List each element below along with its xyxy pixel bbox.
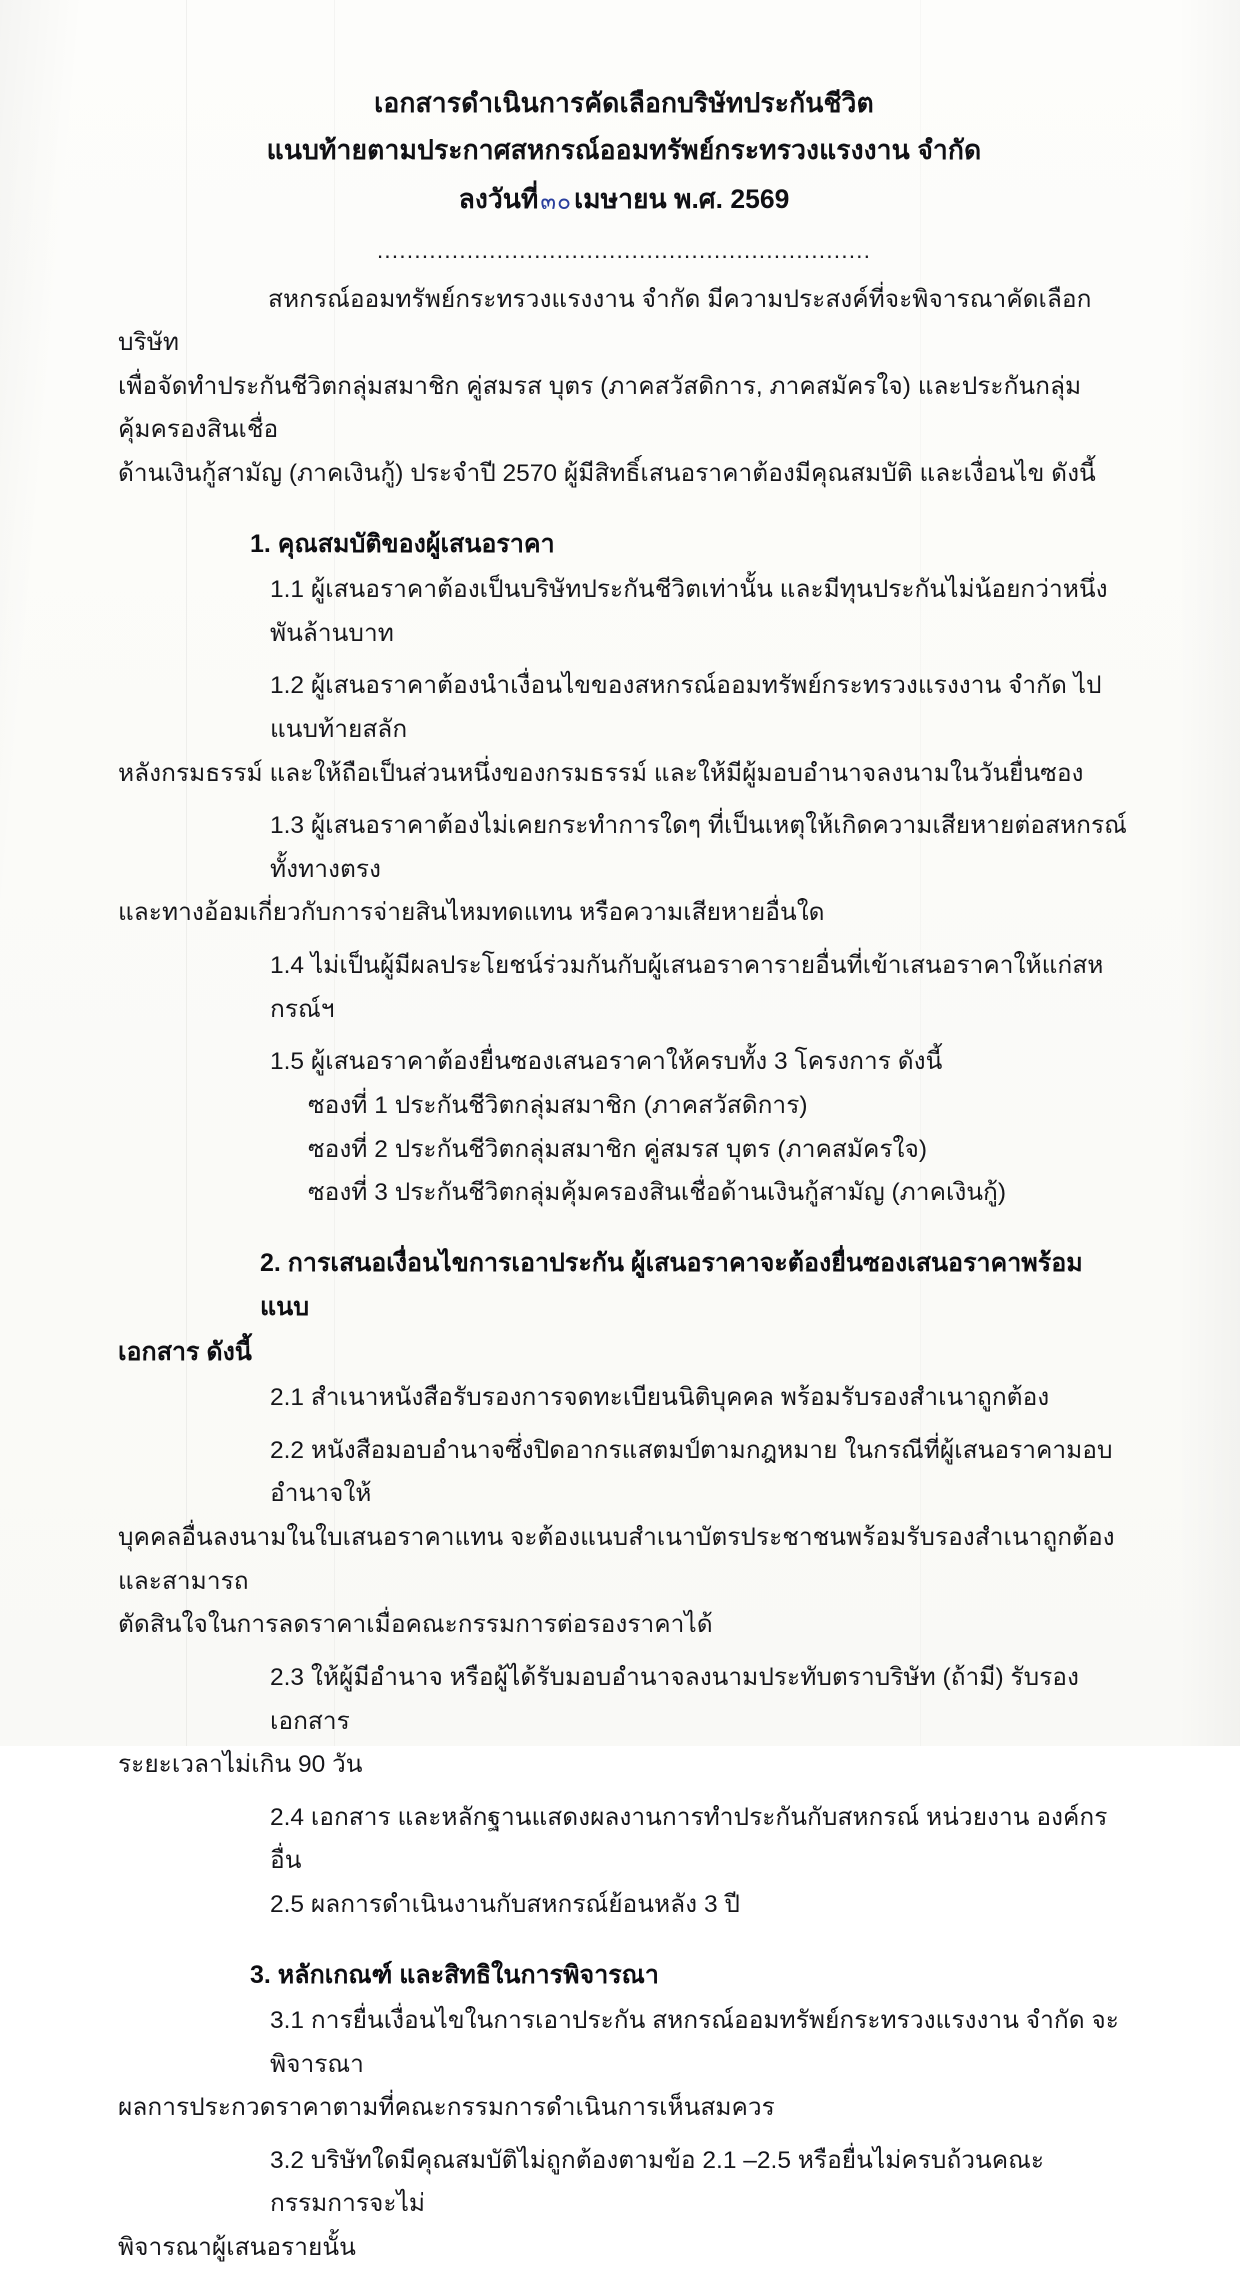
- item-2-1: 2.1 สำเนาหนังสือรับรองการจดทะเบียนนิติบุคคล พร้อมรับรองสำเนาถูกต้อง: [270, 1384, 1050, 1412]
- item-3-2: [118, 2139, 1130, 2270]
- spacer: [118, 1647, 1130, 1656]
- item-1-4: 1.4 ไม่เป็นผู้มีผลประโยชน์ร่วมกันกับผู้เสนอราคารายอื่นที่เข้าเสนอราคาให้แก่สหกรณ์ฯ: [270, 952, 1104, 1023]
- spacer: [118, 1787, 1130, 1796]
- item-3-1-line-2: ผลการประกวดราคาตามที่คณะกรรมการดำเนินการเห็นสมควร: [118, 2094, 775, 2122]
- spacer: [118, 795, 1130, 804]
- date-suffix: เมษายน พ.ศ. 2569: [574, 184, 790, 215]
- section-heading-2-line-1: 2. การเสนอเงื่อนไขการเอาประกัน ผู้เสนอราคาจะต้องยื่นซองเสนอราคาพร้อมแนบ: [260, 1248, 1083, 1322]
- item-2-2-line-3: ตัดสินใจในการลดราคาเมื่อคณะกรรมการต่อรองราคาได้: [118, 1611, 713, 1639]
- section-heading-2-line-2: เอกสาร ดังนี้: [118, 1337, 252, 1366]
- spacer: [118, 1031, 1130, 1040]
- item-1-3-line-2: และทางอ้อมเกี่ยวกับการจ่ายสินไหมทดแทน หรือความเสียหายอื่นใด: [118, 899, 825, 927]
- section-heading-2: [118, 1241, 1130, 1375]
- document-title-block: [118, 80, 1130, 225]
- item-2-2-line-1: 2.2 หนังสือมอบอำนาจซึ่งปิดอากรแสตมป์ตามกฎหมาย ในกรณีที่ผู้เสนอราคามอบอำนาจให้: [270, 1436, 1113, 1508]
- item-1-5-envelope-2: ซองที่ 2 ประกันชีวิตกลุ่มสมาชิก คู่สมรส บุตร (ภาคสมัครใจ): [308, 1135, 927, 1163]
- item-1-2: [118, 664, 1130, 795]
- item-1-5: 1.5 ผู้เสนอราคาต้องยื่นซองเสนอราคาให้ครบทั้ง 3 โครงการ ดังนี้: [270, 1048, 943, 1076]
- item-1-3: [118, 804, 1130, 935]
- handwritten-day-annotation: ๓๐: [540, 189, 573, 216]
- section-heading-1: 1. คุณสมบัติของผู้เสนอราคา: [250, 529, 555, 558]
- dotted-divider: ..................................................................: [376, 236, 872, 263]
- spacer: [118, 1420, 1130, 1429]
- spacer: [118, 2130, 1130, 2139]
- item-3-1: [118, 1999, 1130, 2130]
- intro-paragraph-line-2: เพื่อจัดทำประกันชีวิตกลุ่มสมาชิก คู่สมรส บุตร (ภาคสวัสดิการ, ภาคสมัครใจ) และประกันกลุ่มคุ้มครองสินเชื่อ: [118, 372, 1082, 444]
- item-1-2-line-2: หลังกรมธรรม์ และให้ถือเป็นส่วนหนึ่งของกรมธรรม์ และให้มีผู้มอบอำนาจลงนามในวันยื่นซอง: [118, 759, 1084, 787]
- item-1-1: 1.1 ผู้เสนอราคาต้องเป็นบริษัทประกันชีวิตเท่านั้น และมีทุนประกันไม่น้อยกว่าหนึ่งพันล้านบาท: [270, 576, 1108, 647]
- date-prefix: ลงวันที่: [458, 184, 539, 215]
- item-1-5-envelope-1: ซองที่ 1 ประกันชีวิตกลุ่มสมาชิก (ภาคสวัสดิการ): [308, 1091, 808, 1119]
- intro-paragraph-line-3: ด้านเงินกู้สามัญ (ภาคเงินกู้) ประจำปี 2570 ผู้มีสิทธิ์เสนอราคาต้องมีคุณสมบัติ และเงื่อนไข ดังนี้: [118, 460, 1096, 488]
- item-2-3: [118, 1656, 1130, 1787]
- item-2-5: 2.5 ผลการดำเนินงานกับสหกรณ์ย้อนหลัง 3 ปี: [270, 1890, 740, 1918]
- intro-paragraph-line-1: สหกรณ์ออมทรัพย์กระทรวงแรงงาน จำกัด มีความประสงค์ที่จะพิจารณาคัดเลือกบริษัท: [118, 285, 1092, 357]
- title-line-1: เอกสารดำเนินการคัดเลือกบริษัทประกันชีวิต: [374, 88, 874, 118]
- item-2-2: [118, 1429, 1130, 1647]
- section-heading-3: 3. หลักเกณฑ์ และสิทธิในการพิจารณา: [250, 1960, 659, 1989]
- item-1-2-line-1: 1.2 ผู้เสนอราคาต้องนำเงื่อนไขของสหกรณ์ออมทรัพย์กระทรวงแรงงาน จำกัด ไปแนบท้ายสลัก: [270, 672, 1102, 744]
- item-3-2-line-1: 3.2 บริษัทใดมีคุณสมบัติไม่ถูกต้องตามข้อ 2.1 –2.5 หรือยื่นไม่ครบถ้วนคณะกรรมการจะไม่: [270, 2146, 1045, 2218]
- item-1-5-envelope-3: ซองที่ 3 ประกันชีวิตกลุ่มคุ้มครองสินเชื่อด้านเงินกู้สามัญ (ภาคเงินกู้): [308, 1179, 1007, 1207]
- item-1-3-line-1: 1.3 ผู้เสนอราคาต้องไม่เคยกระทำการใดๆ ที่เป็นเหตุให้เกิดความเสียหายต่อสหกรณ์ทั้งทางตรง: [270, 812, 1127, 883]
- item-3-1-line-1: 3.1 การยื่นเงื่อนไขในการเอาประกัน สหกรณ์ออมทรัพย์กระทรวงแรงงาน จำกัด จะพิจารณา: [270, 2007, 1119, 2078]
- item-3-2-line-2: พิจารณาผู้เสนอรายนั้น: [118, 2234, 356, 2262]
- item-2-2-line-2: บุคคลอื่นลงนามในใบเสนอราคาแทน จะต้องแนบสำเนาบัตรประชาชนพร้อมรับรองสำเนาถูกต้อง และสามารถ: [118, 1524, 1115, 1595]
- spacer: [118, 655, 1130, 664]
- item-2-4: 2.4 เอกสาร และหลักฐานแสดงผลงานการทำประกันกับสหกรณ์ หน่วยงาน องค์กรอื่น: [270, 1803, 1108, 1875]
- item-2-3-line-2: ระยะเวลาไม่เกิน 90 วัน: [118, 1751, 363, 1779]
- title-line-2: แนบท้ายตามประกาศสหกรณ์ออมทรัพย์กระทรวงแรงงาน จำกัด: [266, 135, 982, 166]
- document-content: [118, 80, 1130, 2270]
- item-2-3-line-1: 2.3 ให้ผู้มีอำนาจ หรือผู้ได้รับมอบอำนาจลงนามประทับตราบริษัท (ถ้ามี) รับรองเอกสาร: [270, 1663, 1079, 1735]
- spacer: [118, 935, 1130, 944]
- document-date-line: [118, 174, 1130, 224]
